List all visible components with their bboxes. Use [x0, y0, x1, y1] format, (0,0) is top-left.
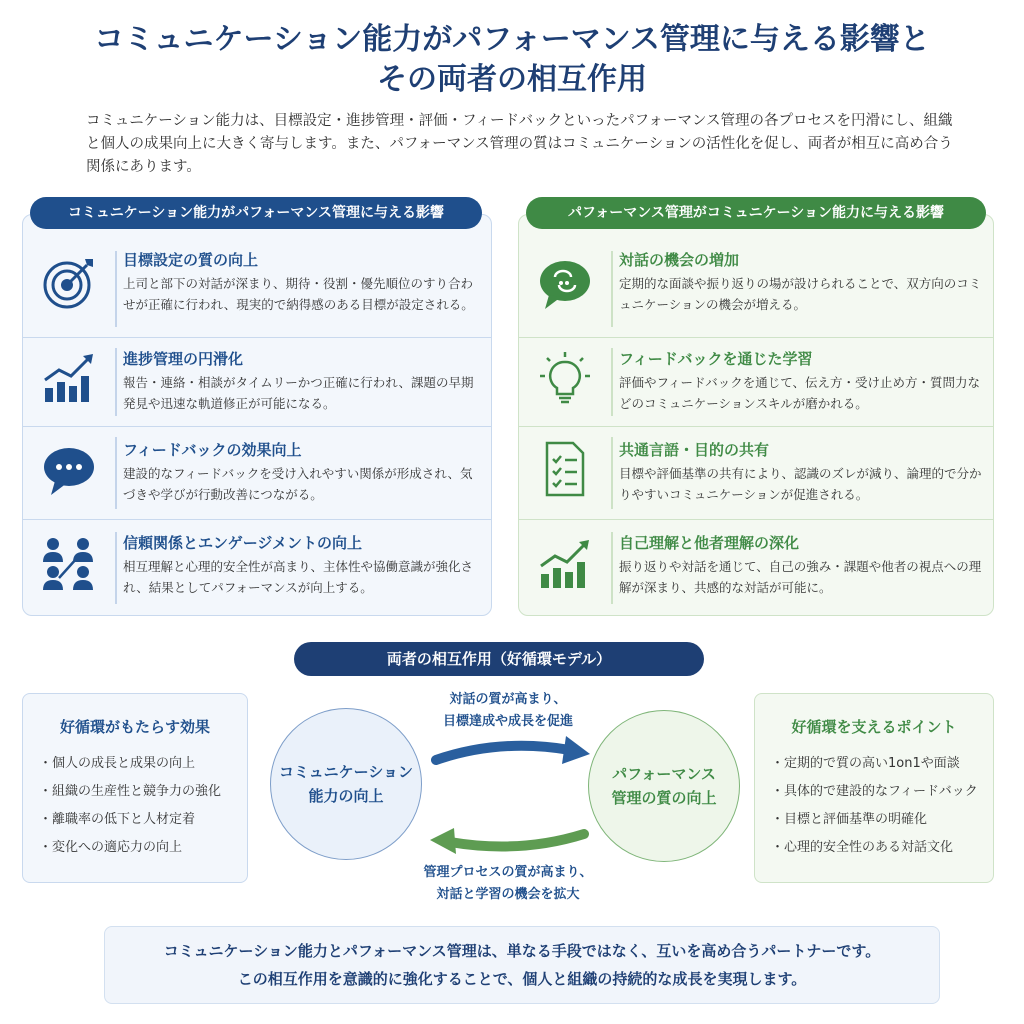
left-item-divider-line: [115, 348, 117, 416]
left-panel: [22, 214, 492, 616]
cycle-points-title: 好循環を支えるポイント: [791, 718, 957, 736]
left-item-progress: [23, 338, 491, 426]
intro-text: コミュニケーション能力は、目標設定・進捗管理・評価・フィードバックといったパフォーマンス管理の各プロセスを円滑にし、組織と個人の成果向上に大きく寄与します。また、パフォーマンス管理の質はコミュニケーションの活性化を促し、両者が相互に高め合う関係にあります。: [86, 113, 953, 175]
left-panel-header: コミュニケーション能力がパフォーマンス管理に与える影響: [30, 197, 482, 229]
flow-text-line: 目標達成や成長を促進: [442, 714, 573, 729]
list-item: ・目標と評価基準の明確化: [771, 812, 928, 827]
list-item: ・変化への適応力の向上: [39, 840, 183, 855]
growth-chart-icon: [537, 538, 593, 594]
right-item-desc: 評価やフィードバックを通じて、伝え方・受け止め方・質問力などのコミュニケーションスキルが磨かれる。: [619, 375, 981, 411]
cycle-arrows: [420, 730, 600, 860]
list-item: ・具体的で建設的なフィードバック: [771, 784, 978, 799]
list-item: ・組織の生産性と競争力の強化: [39, 784, 222, 799]
lightbulb-icon: [537, 350, 593, 406]
right-item-desc: 目標や評価基準の共有により、認識のズレが減り、論理的で分かりやすいコミュニケーションが促進される。: [619, 466, 982, 502]
right-item-divider-line: [611, 251, 613, 327]
left-item-goal-setting: [23, 239, 491, 337]
footer-summary: [104, 926, 940, 1004]
target-icon: [41, 255, 97, 311]
flow-text-line: 対話の質が高まり、: [449, 692, 567, 707]
left-item-desc: 建設的なフィードバックを受け入れやすい関係が形成され、気づきや学びが行動改善につながる。: [123, 466, 473, 502]
right-panel-header: パフォーマンス管理がコミュニケーション能力に与える影響: [526, 197, 986, 229]
right-item-divider-line: [611, 532, 613, 604]
backward-arrow-icon: [450, 834, 584, 847]
checklist-icon: [537, 441, 593, 497]
left-item-divider-line: [115, 532, 117, 604]
right-item-dialogue: [519, 239, 993, 337]
left-item-title: 進捗管理の円滑化: [123, 350, 244, 368]
left-item-desc: 報告・連絡・相談がタイムリーかつ正確に行われ、課題の早期発見や迅速な軌道修正が可能になる。: [123, 375, 474, 411]
forward-arrow-icon: [436, 746, 570, 760]
right-panel: [518, 214, 994, 616]
list-item: ・離職率の低下と人材定着: [39, 812, 196, 827]
cycle-points-box: [754, 693, 994, 883]
growth-chart-icon: [41, 352, 97, 408]
dialogue-icon: [537, 255, 593, 311]
right-item-title: 対話の機会の増加: [619, 251, 740, 269]
left-item-title: フィードバックの効果向上: [123, 441, 302, 459]
left-item-trust: [23, 520, 491, 615]
right-item-desc: 振り返りや対話を通じて、自己の強み・課題や他者の視点への理解が深まり、共感的な対話が可能に。: [619, 559, 982, 595]
cycle-effects-title: 好循環がもたらす効果: [59, 718, 210, 736]
left-item-title: 目標設定の質の向上: [123, 251, 259, 269]
flow-text-line: 管理プロセスの質が高まり、: [423, 865, 593, 880]
footer-line: コミュニケーション能力とパフォーマンス管理は、単なる手段ではなく、互いを高め合うパートナーです。: [163, 942, 881, 960]
list-item: ・心理的安全性のある対話文化: [771, 840, 954, 855]
circle-label: コミュニケーション: [278, 763, 414, 781]
right-item-title: フィードバックを通じた学習: [619, 350, 813, 368]
circle-label: 能力の向上: [308, 787, 384, 805]
left-item-divider-line: [115, 251, 117, 327]
left-item-desc: 相互理解と心理的安全性が高まり、主体性や協働意識が強化され、結果としてパフォーマンスが向上する。: [123, 559, 474, 595]
forward-arrowhead-icon: [562, 736, 590, 764]
left-item-divider-line: [115, 437, 117, 509]
right-item-divider-line: [611, 348, 613, 416]
list-item: ・個人の成長と成果の向上: [39, 756, 196, 771]
right-item-divider-line: [611, 437, 613, 509]
left-item-title: 信頼関係とエンゲージメントの向上: [123, 534, 362, 552]
circle-label: 管理の質の向上: [611, 789, 717, 807]
flow-text-line: 対話と学習の機会を拡大: [436, 887, 580, 902]
left-item-desc: 上司と部下の対話が深まり、期待・役割・優先順位のすり合わせが正確に行われ、現実的で納得感のある目標が設定される。: [123, 276, 474, 312]
flow-text-top: [398, 689, 618, 733]
right-item-shared-language: [519, 427, 993, 519]
right-item-title: 自己理解と他者理解の深化: [619, 534, 800, 552]
right-item-understanding: [519, 520, 993, 615]
team-icon: [41, 536, 97, 592]
cycle-effects-list: [39, 750, 221, 862]
page-title: [0, 20, 1024, 100]
circle-label: パフォーマンス: [612, 765, 716, 783]
left-item-feedback: [23, 427, 491, 519]
footer-line: この相互作用を意識的に強化することで、個人と組織の持続的な成長を実現します。: [237, 970, 807, 988]
backward-arrowhead-icon: [430, 828, 456, 854]
flow-text-bottom: [398, 862, 618, 906]
cycle-header: 両者の相互作用（好循環モデル）: [294, 642, 704, 676]
title-line-2: その両者の相互作用: [377, 62, 647, 97]
right-item-learning: [519, 338, 993, 426]
list-item: ・定期的で質の高い1on1や面談: [771, 756, 960, 771]
cycle-points-list: [771, 750, 978, 862]
title-line-1: コミュニケーション能力がパフォーマンス管理に与える影響と: [94, 22, 930, 57]
right-item-title: 共通言語・目的の共有: [619, 441, 770, 459]
right-item-desc: 定期的な面談や振り返りの場が設けられることで、双方向のコミュニケーションの機会が増える。: [619, 276, 982, 312]
chat-bubble-icon: [41, 443, 97, 499]
cycle-effects-box: [22, 693, 248, 883]
